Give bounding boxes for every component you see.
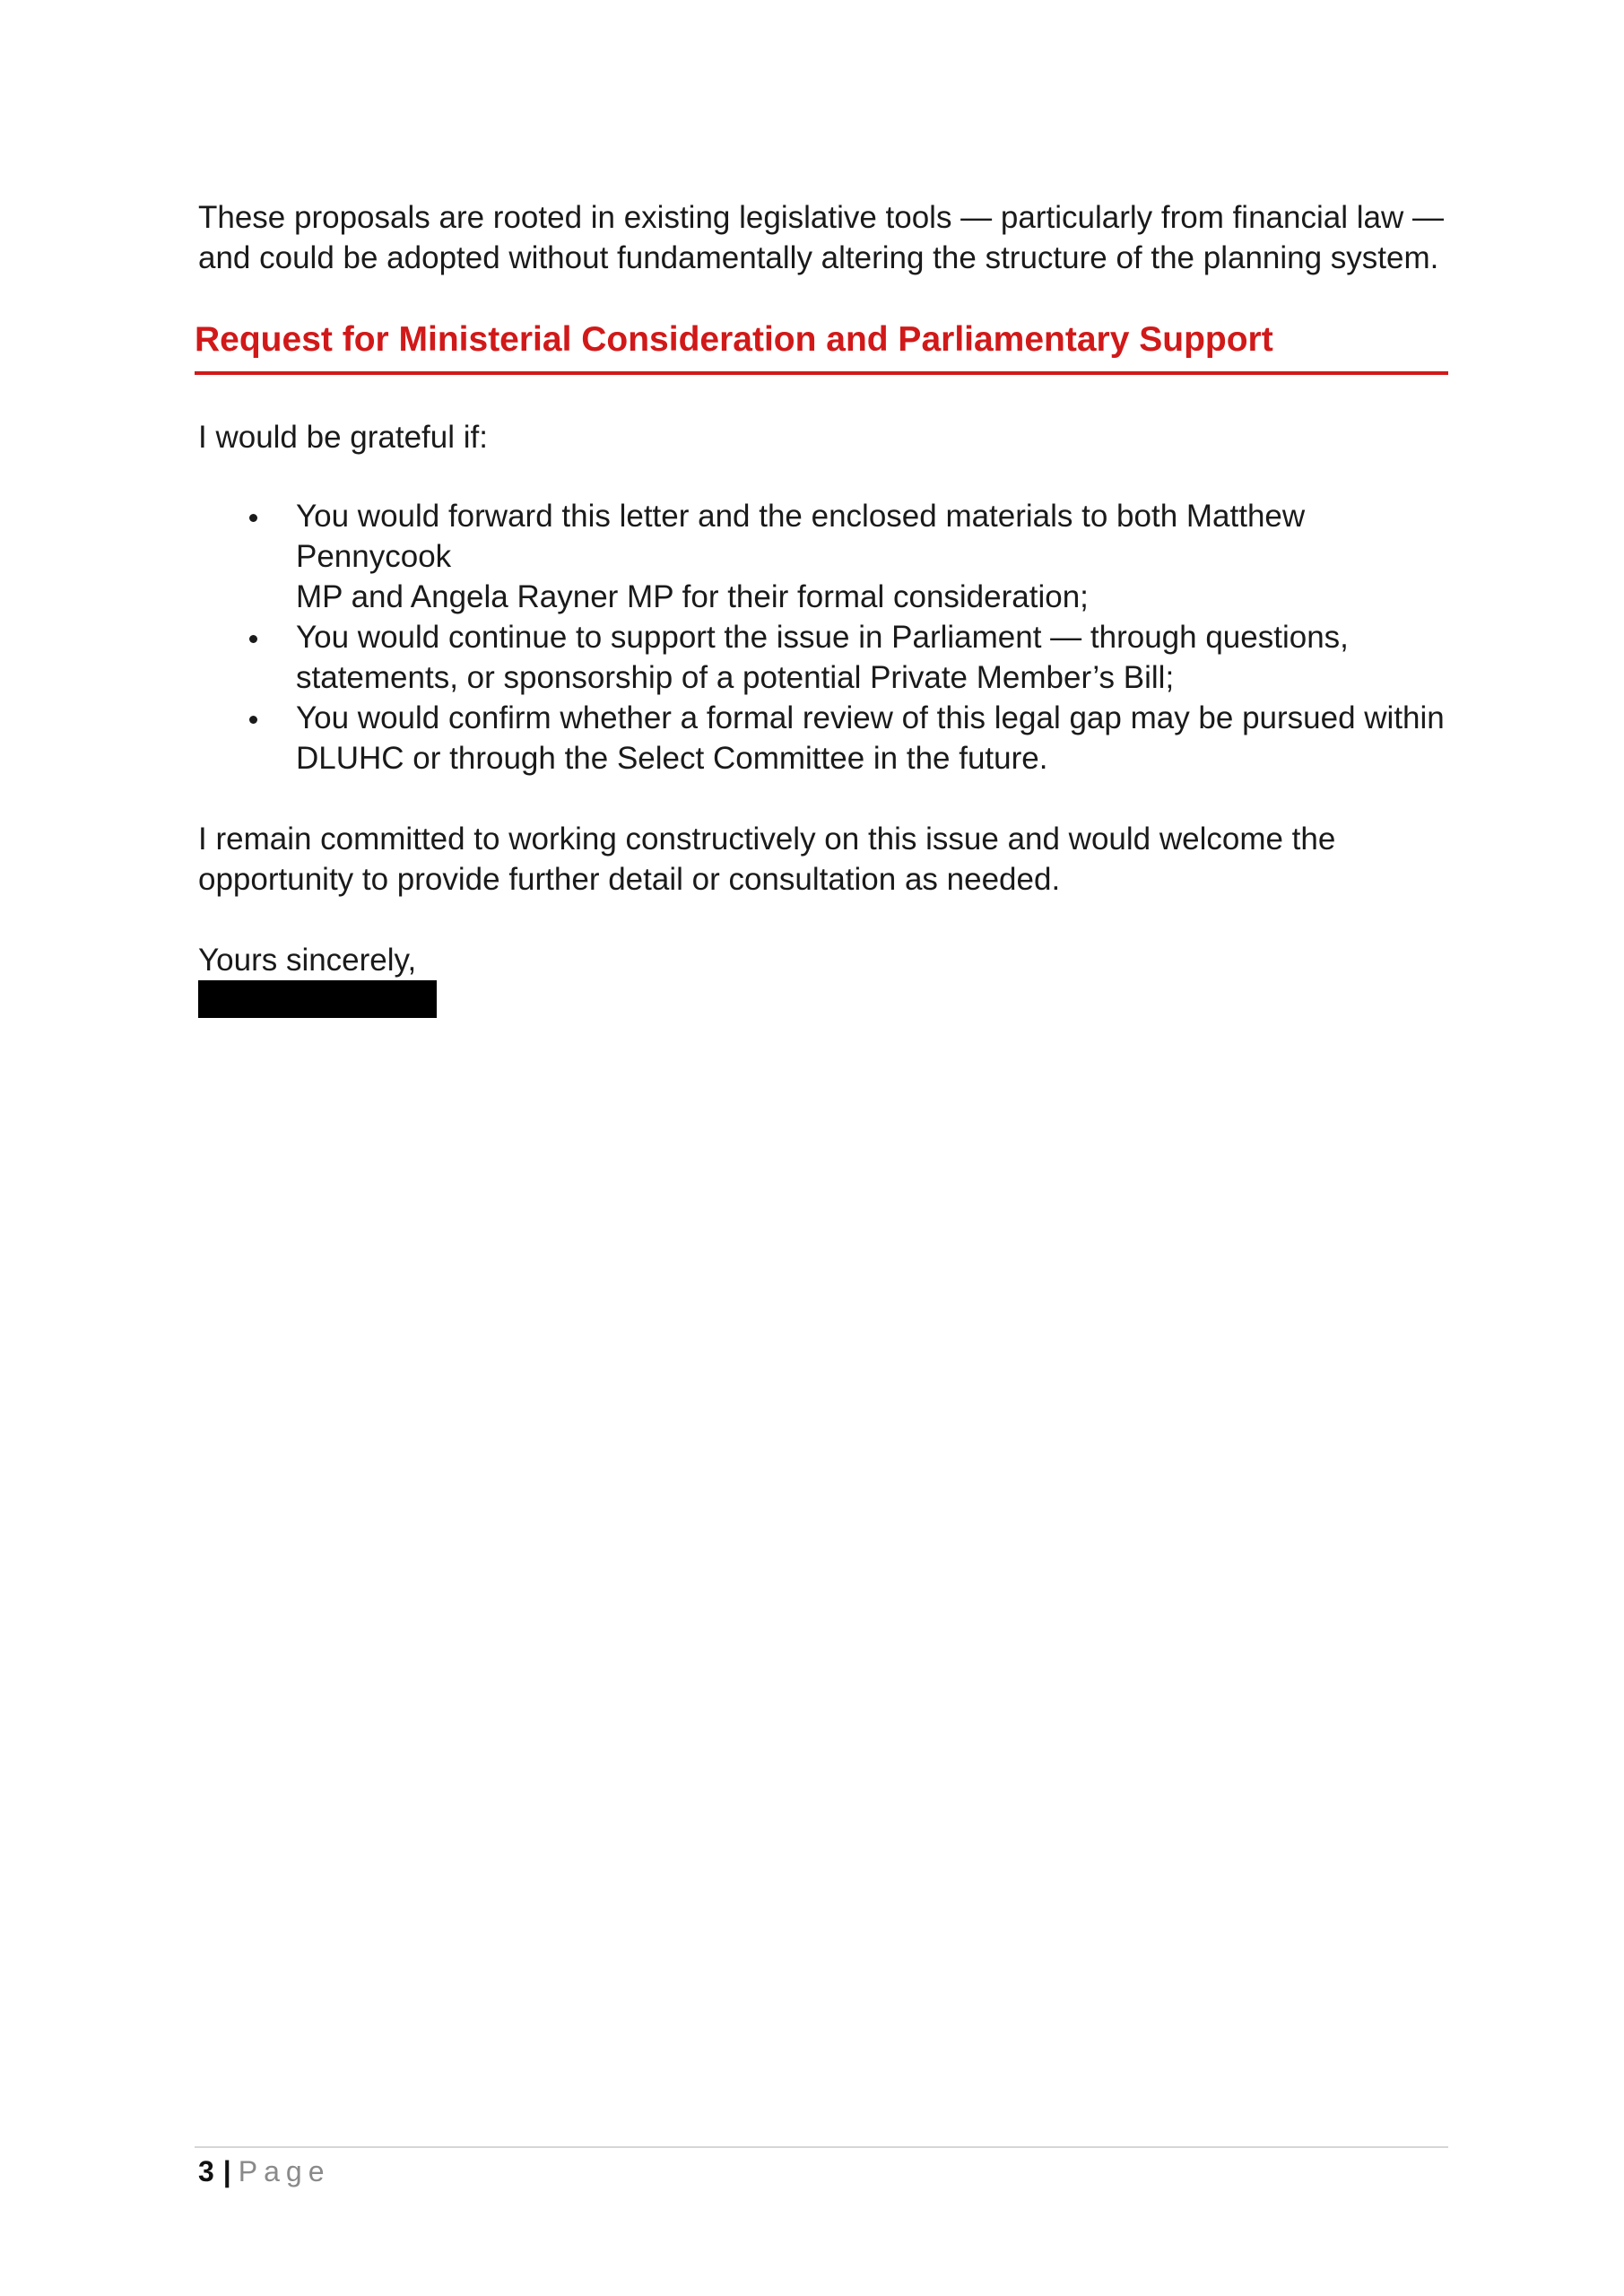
bullet-icon <box>249 514 257 522</box>
list-item-line-1: You would confirm whether a formal review of this legal gap may be pursued within <box>296 700 1445 735</box>
page-number: 3 <box>198 2155 214 2187</box>
footer-divider <box>195 2146 1448 2148</box>
list-item-line-1: You would continue to support the issue in Parliament — through questions, <box>296 620 1349 655</box>
letter-body <box>195 197 1445 1018</box>
list-item-line-2: DLUHC or through the Select Committee in the future. <box>296 741 1048 776</box>
intro-line-1: These proposals are rooted in existing legislative tools — particularly from financial law — <box>198 200 1444 235</box>
list-item-line-2: MP and Angela Rayner MP for their formal consideration; <box>296 579 1089 614</box>
bullet-icon <box>249 716 257 724</box>
section-heading: Request for Ministerial Consideration and Parliamentary Support <box>195 317 1448 375</box>
list-item <box>198 496 1445 617</box>
footer-separator: | <box>222 2155 231 2187</box>
gratitude-line: I would be grateful if: <box>198 420 488 455</box>
page-label: Page <box>238 2155 331 2187</box>
signoff: Yours sincerely, <box>198 943 417 978</box>
list-item-line-2: statements, or sponsorship of a potential Private Member’s Bill; <box>296 660 1175 695</box>
redacted-signature <box>198 980 437 1018</box>
intro-paragraph <box>198 197 1445 278</box>
intro-line-2: and could be adopted without fundamentally altering the structure of the planning system. <box>198 240 1439 275</box>
request-list <box>198 496 1445 778</box>
page-footer <box>198 2152 330 2190</box>
list-item <box>198 617 1445 698</box>
closing-line-2: opportunity to provide further detail or consultation as needed. <box>198 862 1061 897</box>
closing-paragraph <box>198 819 1445 900</box>
bullet-icon <box>249 635 257 643</box>
list-item <box>198 698 1445 778</box>
list-item-line-1: You would forward this letter and the enclosed materials to both Matthew Pennycook <box>296 499 1306 574</box>
closing-line-1: I remain committed to working constructively on this issue and would welcome the <box>198 822 1336 857</box>
